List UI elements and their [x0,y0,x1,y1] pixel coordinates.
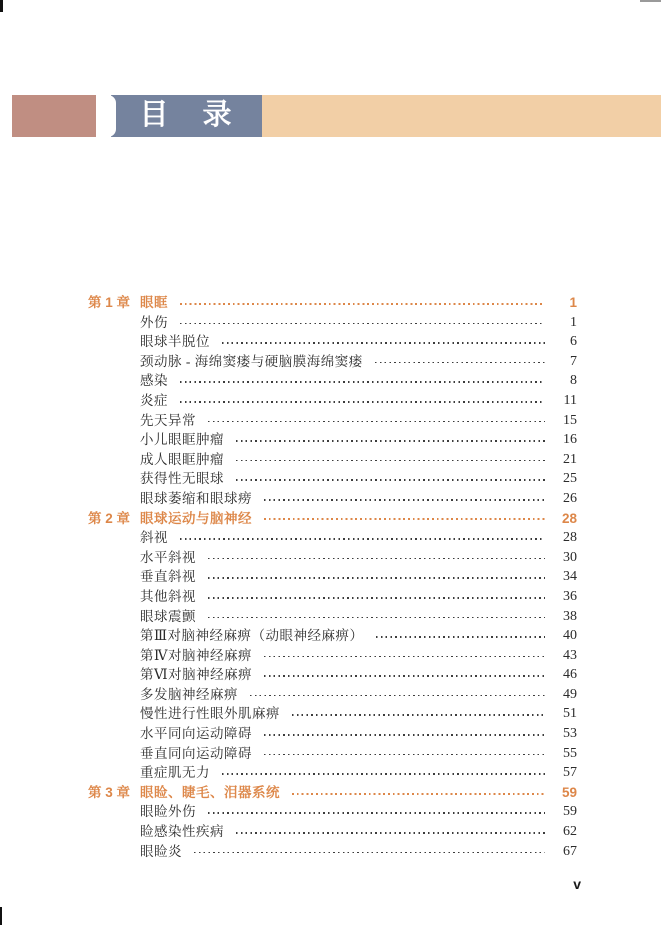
entry-page-number: 57 [563,765,577,781]
entry-title: 垂直同向运动障碍 [140,745,252,761]
toc-entry-row [88,489,577,509]
entry-page-number: 28 [563,530,577,546]
entry-page-number: 7 [570,353,577,369]
entry-title: 眼球震颤 [140,608,196,624]
toc-entry-row [88,548,577,568]
entry-title: 水平斜视 [140,549,196,565]
entry-title: 颈动脉 - 海绵窦瘘与硬脑膜海绵窦瘘 [140,353,363,369]
dot-leader [250,695,545,697]
entry-page-number: 1 [569,295,577,310]
toc-entry-row [88,822,577,842]
entry-page-number: 67 [563,843,577,859]
toc-chapter-row [88,783,577,803]
toc-entry-row [88,802,577,822]
dot-leader [264,754,545,756]
toc-entry-row [88,724,577,744]
page-number: v [573,876,581,892]
entry-title: 其他斜视 [140,588,196,604]
toc-banner-title: 目 录 [139,98,234,131]
banner-mauve-block [12,95,96,137]
dot-leader [194,852,545,854]
dot-leader [292,714,545,716]
scan-mark-top-left [0,0,3,12]
entry-page-number: 38 [563,608,577,624]
toc-entry-row [88,352,577,372]
dot-leader [208,597,545,599]
dot-leader [264,499,545,501]
entry-page-number: 28 [561,510,577,526]
entry-page-number: 62 [563,824,577,840]
entry-title: 感染 [140,373,168,389]
entry-title: 斜视 [140,530,168,546]
toc-entry-row [88,391,577,411]
toc-entry-row [88,646,577,666]
dot-leader [208,558,545,560]
dot-leader [376,636,545,638]
toc-entry-row [88,842,577,862]
entry-page-number: 53 [563,726,577,742]
entry-page-number: 16 [563,432,577,448]
dot-leader [208,421,545,423]
entry-page-number: 1 [570,314,577,330]
entry-title: 眼球运动与脑神经 [140,510,252,526]
entry-title: 多发脑神经麻痹 [140,686,238,702]
entry-title: 第Ⅳ对脑神经麻痹 [140,647,252,663]
toc-entry-row [88,665,577,685]
toc-list [88,293,577,861]
entry-page-number: 25 [563,471,577,487]
toc-entry-row [88,450,577,470]
dot-leader [222,773,545,775]
dot-leader [208,577,545,579]
banner-white-notch [96,95,116,137]
toc-entry-row [88,607,577,627]
dot-leader [375,362,545,364]
banner-peach-block [262,95,661,137]
entry-title: 第Ⅵ对脑神经麻痹 [140,667,253,683]
entry-page-number: 30 [563,549,577,565]
scan-mark-bottom-left [0,907,2,925]
entry-title: 眼睑、睫毛、泪器系统 [140,784,280,800]
dot-leader [236,479,545,481]
entry-page-number: 49 [563,686,577,702]
entry-title: 垂直斜视 [140,569,196,585]
entry-title: 炎症 [140,392,168,408]
entry-title: 成人眼眶肿瘤 [140,451,224,467]
dot-leader [264,675,545,677]
entry-page-number: 36 [563,588,577,604]
dot-leader [208,812,545,814]
toc-entry-row [88,744,577,764]
toc-entry-row [88,567,577,587]
chapter-label: 第 2 章 [88,510,131,526]
dot-leader [236,440,545,442]
entry-page-number: 15 [563,412,577,428]
entry-title: 眼球半脱位 [140,334,210,350]
entry-page-number: 40 [563,628,577,644]
entry-title: 眼球萎缩和眼球痨 [140,490,252,506]
toc-entry-row [88,626,577,646]
entry-page-number: 34 [563,569,577,585]
dot-leader [180,303,545,305]
toc-entry-row [88,313,577,333]
entry-title: 第Ⅲ对脑神经麻痹（动眼神经麻痹） [140,628,364,644]
entry-title: 慢性进行性眼外肌麻痹 [140,706,280,722]
dot-leader [264,518,545,520]
dot-leader [264,734,545,736]
toc-entry-row [88,704,577,724]
dot-leader [208,617,545,619]
entry-title: 睑感染性疾病 [140,824,224,840]
entry-page-number: 43 [563,647,577,663]
toc-banner [12,95,661,137]
entry-page-number: 55 [563,745,577,761]
toc-chapter-row [88,509,577,529]
dot-leader [180,538,545,540]
toc-entry-row [88,469,577,489]
entry-page-number: 6 [570,334,577,350]
entry-page-number: 51 [563,706,577,722]
scan-mark-top-right [640,0,661,2]
entry-title: 重症肌无力 [140,765,210,781]
entry-page-number: 21 [563,451,577,467]
entry-title: 水平同向运动障碍 [140,726,252,742]
toc-entry-row [88,332,577,352]
toc-entry-row [88,430,577,450]
entry-page-number: 8 [570,373,577,389]
entry-title: 获得性无眼球 [140,471,224,487]
toc-entry-row [88,587,577,607]
entry-page-number: 59 [561,784,577,800]
chapter-label: 第 3 章 [88,784,131,800]
toc-entry-row [88,763,577,783]
dot-leader [180,401,545,403]
toc-entry-row [88,371,577,391]
entry-title: 外伤 [140,314,168,330]
banner-title-block [111,95,262,137]
chapter-label: 第 1 章 [88,295,131,310]
toc-entry-row [88,411,577,431]
dot-leader [264,656,545,658]
toc-entry-row [88,685,577,705]
toc-chapter-row [88,293,577,313]
dot-leader [222,342,545,344]
entry-title: 小儿眼眶肿瘤 [140,432,224,448]
dot-leader [236,832,545,834]
dot-leader [236,460,545,462]
entry-page-number: 46 [563,667,577,683]
entry-title: 眼睑外伤 [140,804,196,820]
entry-title: 眼眶 [140,295,168,310]
toc-entry-row [88,528,577,548]
entry-page-number: 11 [563,392,577,408]
entry-title: 眼睑炎 [140,843,182,859]
entry-page-number: 26 [563,490,577,506]
dot-leader [292,793,545,795]
entry-title: 先天异常 [140,412,196,428]
dot-leader [180,323,545,325]
dot-leader [180,381,545,383]
entry-page-number: 59 [563,804,577,820]
